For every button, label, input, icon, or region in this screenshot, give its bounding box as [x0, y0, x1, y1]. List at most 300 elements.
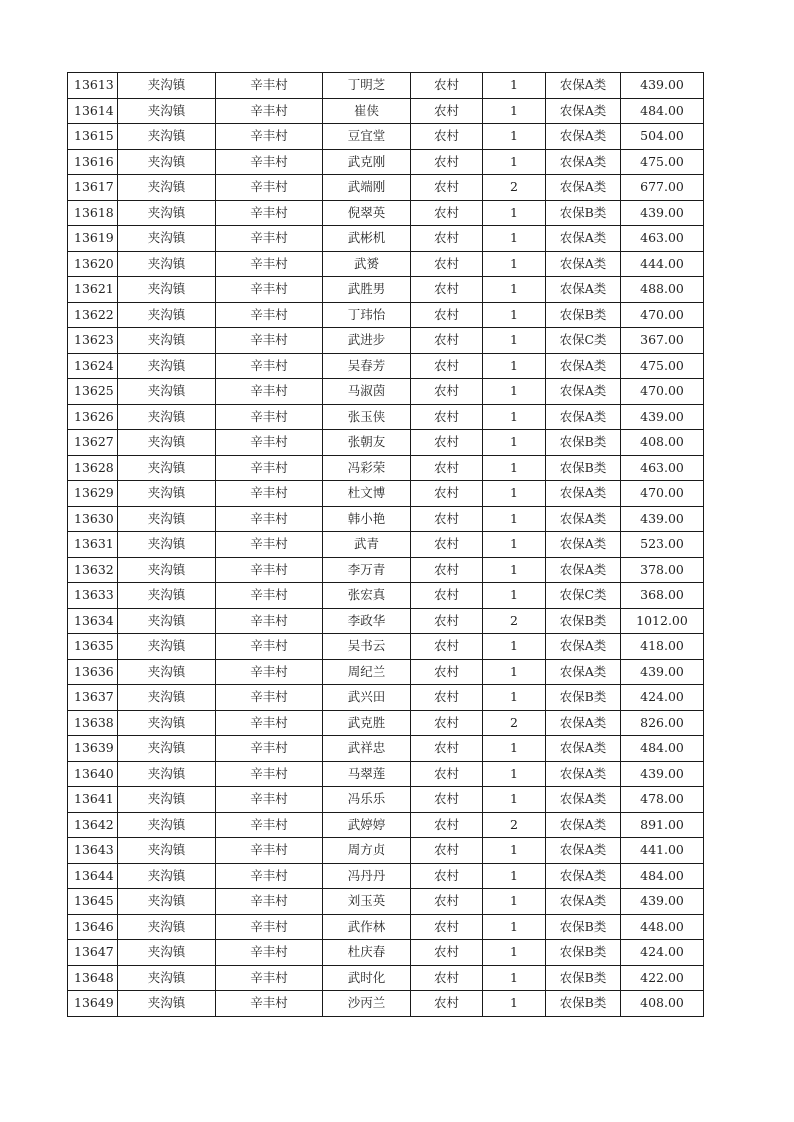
household-type-cell: 农村 — [411, 583, 483, 609]
insurance-category-cell: 农保A类 — [546, 659, 621, 685]
insurance-category-cell: 农保A类 — [546, 226, 621, 252]
member-count-cell: 1 — [483, 328, 546, 354]
village-cell: 辛丰村 — [216, 277, 323, 303]
town-cell: 夹沟镇 — [118, 991, 216, 1017]
amount-cell: 470.00 — [621, 302, 704, 328]
amount-cell: 367.00 — [621, 328, 704, 354]
household-type-cell: 农村 — [411, 659, 483, 685]
table-row — [68, 251, 704, 277]
amount-cell: 484.00 — [621, 98, 704, 124]
insurance-category-cell: 农保A类 — [546, 634, 621, 660]
household-type-cell: 农村 — [411, 430, 483, 456]
amount-cell: 523.00 — [621, 532, 704, 558]
village-cell: 辛丰村 — [216, 73, 323, 99]
village-cell: 辛丰村 — [216, 634, 323, 660]
amount-cell: 439.00 — [621, 73, 704, 99]
person-name-cell: 张宏真 — [323, 583, 411, 609]
village-cell: 辛丰村 — [216, 353, 323, 379]
household-type-cell: 农村 — [411, 965, 483, 991]
insurance-category-cell: 农保A类 — [546, 404, 621, 430]
amount-cell: 484.00 — [621, 863, 704, 889]
village-cell: 辛丰村 — [216, 175, 323, 201]
insurance-category-cell: 农保A类 — [546, 761, 621, 787]
insurance-category-cell: 农保B类 — [546, 965, 621, 991]
insurance-category-cell: 农保B类 — [546, 430, 621, 456]
table-row — [68, 98, 704, 124]
insurance-category-cell: 农保A类 — [546, 812, 621, 838]
table-row — [68, 328, 704, 354]
amount-cell: 422.00 — [621, 965, 704, 991]
member-count-cell: 1 — [483, 557, 546, 583]
town-cell: 夹沟镇 — [118, 685, 216, 711]
member-count-cell: 1 — [483, 532, 546, 558]
person-name-cell: 武时化 — [323, 965, 411, 991]
household-type-cell: 农村 — [411, 736, 483, 762]
person-name-cell: 李万青 — [323, 557, 411, 583]
household-type-cell: 农村 — [411, 302, 483, 328]
household-type-cell: 农村 — [411, 557, 483, 583]
table-row — [68, 200, 704, 226]
table-row — [68, 175, 704, 201]
insurance-category-cell: 农保B类 — [546, 302, 621, 328]
serial-number-cell: 13634 — [68, 608, 118, 634]
table-row — [68, 685, 704, 711]
village-cell: 辛丰村 — [216, 481, 323, 507]
table-row — [68, 863, 704, 889]
household-type-cell: 农村 — [411, 124, 483, 150]
amount-cell: 826.00 — [621, 710, 704, 736]
person-name-cell: 武婷婷 — [323, 812, 411, 838]
household-type-cell: 农村 — [411, 175, 483, 201]
member-count-cell: 2 — [483, 812, 546, 838]
amount-cell: 378.00 — [621, 557, 704, 583]
amount-cell: 439.00 — [621, 506, 704, 532]
household-type-cell: 农村 — [411, 889, 483, 915]
insurance-category-cell: 农保A类 — [546, 889, 621, 915]
person-name-cell: 武青 — [323, 532, 411, 558]
member-count-cell: 1 — [483, 430, 546, 456]
member-count-cell: 1 — [483, 149, 546, 175]
table-row — [68, 940, 704, 966]
table-row — [68, 149, 704, 175]
person-name-cell: 张朝友 — [323, 430, 411, 456]
village-cell: 辛丰村 — [216, 608, 323, 634]
member-count-cell: 1 — [483, 787, 546, 813]
person-name-cell: 张玉侠 — [323, 404, 411, 430]
table-row — [68, 302, 704, 328]
serial-number-cell: 13623 — [68, 328, 118, 354]
insurance-category-cell: 农保B类 — [546, 455, 621, 481]
serial-number-cell: 13615 — [68, 124, 118, 150]
table-row — [68, 634, 704, 660]
insurance-category-cell: 农保A类 — [546, 175, 621, 201]
insurance-category-cell: 农保A类 — [546, 557, 621, 583]
town-cell: 夹沟镇 — [118, 328, 216, 354]
table-row — [68, 277, 704, 303]
village-cell: 辛丰村 — [216, 889, 323, 915]
village-cell: 辛丰村 — [216, 787, 323, 813]
person-name-cell: 武端刚 — [323, 175, 411, 201]
insurance-category-cell: 农保B类 — [546, 940, 621, 966]
village-cell: 辛丰村 — [216, 940, 323, 966]
person-name-cell: 冯丹丹 — [323, 863, 411, 889]
household-type-cell: 农村 — [411, 200, 483, 226]
town-cell: 夹沟镇 — [118, 251, 216, 277]
table-row — [68, 965, 704, 991]
household-type-cell: 农村 — [411, 481, 483, 507]
town-cell: 夹沟镇 — [118, 940, 216, 966]
table-row — [68, 838, 704, 864]
household-type-cell: 农村 — [411, 506, 483, 532]
serial-number-cell: 13630 — [68, 506, 118, 532]
insurance-category-cell: 农保A类 — [546, 251, 621, 277]
household-type-cell: 农村 — [411, 404, 483, 430]
serial-number-cell: 13648 — [68, 965, 118, 991]
household-type-cell: 农村 — [411, 838, 483, 864]
household-type-cell: 农村 — [411, 991, 483, 1017]
serial-number-cell: 13643 — [68, 838, 118, 864]
member-count-cell: 1 — [483, 506, 546, 532]
serial-number-cell: 13642 — [68, 812, 118, 838]
member-count-cell: 1 — [483, 379, 546, 405]
table-row — [68, 73, 704, 99]
table-row — [68, 761, 704, 787]
person-name-cell: 杜庆春 — [323, 940, 411, 966]
member-count-cell: 1 — [483, 659, 546, 685]
serial-number-cell: 13631 — [68, 532, 118, 558]
household-type-cell: 农村 — [411, 226, 483, 252]
serial-number-cell: 13629 — [68, 481, 118, 507]
insurance-category-cell: 农保A类 — [546, 149, 621, 175]
amount-cell: 408.00 — [621, 430, 704, 456]
insurance-category-cell: 农保A类 — [546, 481, 621, 507]
member-count-cell: 1 — [483, 404, 546, 430]
table-row — [68, 787, 704, 813]
member-count-cell: 1 — [483, 991, 546, 1017]
person-name-cell: 李政华 — [323, 608, 411, 634]
insurance-category-cell: 农保A类 — [546, 710, 621, 736]
town-cell: 夹沟镇 — [118, 302, 216, 328]
member-count-cell: 2 — [483, 175, 546, 201]
amount-cell: 424.00 — [621, 940, 704, 966]
serial-number-cell: 13622 — [68, 302, 118, 328]
member-count-cell: 1 — [483, 761, 546, 787]
town-cell: 夹沟镇 — [118, 379, 216, 405]
village-cell: 辛丰村 — [216, 379, 323, 405]
serial-number-cell: 13626 — [68, 404, 118, 430]
table-row — [68, 430, 704, 456]
table-row — [68, 404, 704, 430]
amount-cell: 368.00 — [621, 583, 704, 609]
household-type-cell: 农村 — [411, 98, 483, 124]
town-cell: 夹沟镇 — [118, 277, 216, 303]
person-name-cell: 武克胜 — [323, 710, 411, 736]
insurance-category-cell: 农保B类 — [546, 991, 621, 1017]
village-cell: 辛丰村 — [216, 685, 323, 711]
town-cell: 夹沟镇 — [118, 608, 216, 634]
village-cell: 辛丰村 — [216, 506, 323, 532]
village-cell: 辛丰村 — [216, 863, 323, 889]
village-cell: 辛丰村 — [216, 991, 323, 1017]
insurance-category-cell: 农保C类 — [546, 583, 621, 609]
person-name-cell: 武兴田 — [323, 685, 411, 711]
serial-number-cell: 13616 — [68, 149, 118, 175]
household-type-cell: 农村 — [411, 863, 483, 889]
insurance-category-cell: 农保A类 — [546, 736, 621, 762]
household-type-cell: 农村 — [411, 532, 483, 558]
insurance-category-cell: 农保A类 — [546, 73, 621, 99]
serial-number-cell: 13638 — [68, 710, 118, 736]
serial-number-cell: 13613 — [68, 73, 118, 99]
town-cell: 夹沟镇 — [118, 532, 216, 558]
table-row — [68, 991, 704, 1017]
table-row — [68, 226, 704, 252]
subsidy-table — [67, 72, 704, 1017]
household-type-cell: 农村 — [411, 73, 483, 99]
serial-number-cell: 13637 — [68, 685, 118, 711]
member-count-cell: 1 — [483, 863, 546, 889]
household-type-cell: 农村 — [411, 787, 483, 813]
household-type-cell: 农村 — [411, 149, 483, 175]
table-row — [68, 353, 704, 379]
serial-number-cell: 13620 — [68, 251, 118, 277]
village-cell: 辛丰村 — [216, 200, 323, 226]
member-count-cell: 1 — [483, 251, 546, 277]
amount-cell: 439.00 — [621, 659, 704, 685]
town-cell: 夹沟镇 — [118, 200, 216, 226]
member-count-cell: 1 — [483, 455, 546, 481]
amount-cell: 448.00 — [621, 914, 704, 940]
amount-cell: 444.00 — [621, 251, 704, 277]
amount-cell: 418.00 — [621, 634, 704, 660]
person-name-cell: 丁玮怡 — [323, 302, 411, 328]
insurance-category-cell: 农保A类 — [546, 506, 621, 532]
person-name-cell: 沙丙兰 — [323, 991, 411, 1017]
serial-number-cell: 13632 — [68, 557, 118, 583]
household-type-cell: 农村 — [411, 812, 483, 838]
insurance-category-cell: 农保C类 — [546, 328, 621, 354]
village-cell: 辛丰村 — [216, 812, 323, 838]
amount-cell: 478.00 — [621, 787, 704, 813]
person-name-cell: 倪翠英 — [323, 200, 411, 226]
village-cell: 辛丰村 — [216, 965, 323, 991]
town-cell: 夹沟镇 — [118, 353, 216, 379]
amount-cell: 475.00 — [621, 353, 704, 379]
serial-number-cell: 13647 — [68, 940, 118, 966]
household-type-cell: 农村 — [411, 761, 483, 787]
serial-number-cell: 13624 — [68, 353, 118, 379]
village-cell: 辛丰村 — [216, 914, 323, 940]
table-row — [68, 583, 704, 609]
serial-number-cell: 13627 — [68, 430, 118, 456]
member-count-cell: 1 — [483, 353, 546, 379]
member-count-cell: 1 — [483, 914, 546, 940]
town-cell: 夹沟镇 — [118, 506, 216, 532]
amount-cell: 439.00 — [621, 761, 704, 787]
village-cell: 辛丰村 — [216, 124, 323, 150]
town-cell: 夹沟镇 — [118, 404, 216, 430]
town-cell: 夹沟镇 — [118, 965, 216, 991]
person-name-cell: 豆宜堂 — [323, 124, 411, 150]
village-cell: 辛丰村 — [216, 404, 323, 430]
household-type-cell: 农村 — [411, 940, 483, 966]
member-count-cell: 1 — [483, 73, 546, 99]
table-row — [68, 659, 704, 685]
insurance-category-cell: 农保A类 — [546, 532, 621, 558]
amount-cell: 424.00 — [621, 685, 704, 711]
insurance-category-cell: 农保A类 — [546, 863, 621, 889]
member-count-cell: 1 — [483, 685, 546, 711]
person-name-cell: 崔侠 — [323, 98, 411, 124]
household-type-cell: 农村 — [411, 328, 483, 354]
household-type-cell: 农村 — [411, 251, 483, 277]
village-cell: 辛丰村 — [216, 251, 323, 277]
person-name-cell: 杜文博 — [323, 481, 411, 507]
village-cell: 辛丰村 — [216, 302, 323, 328]
serial-number-cell: 13646 — [68, 914, 118, 940]
person-name-cell: 武胜男 — [323, 277, 411, 303]
table-row — [68, 889, 704, 915]
serial-number-cell: 13635 — [68, 634, 118, 660]
member-count-cell: 1 — [483, 98, 546, 124]
serial-number-cell: 13641 — [68, 787, 118, 813]
amount-cell: 475.00 — [621, 149, 704, 175]
member-count-cell: 1 — [483, 302, 546, 328]
person-name-cell: 冯乐乐 — [323, 787, 411, 813]
household-type-cell: 农村 — [411, 455, 483, 481]
table-row — [68, 914, 704, 940]
person-name-cell: 丁明芝 — [323, 73, 411, 99]
serial-number-cell: 13645 — [68, 889, 118, 915]
member-count-cell: 1 — [483, 124, 546, 150]
household-type-cell: 农村 — [411, 914, 483, 940]
table-row — [68, 557, 704, 583]
member-count-cell: 1 — [483, 226, 546, 252]
insurance-category-cell: 农保A类 — [546, 379, 621, 405]
insurance-category-cell: 农保A类 — [546, 353, 621, 379]
member-count-cell: 1 — [483, 940, 546, 966]
table-row — [68, 481, 704, 507]
insurance-category-cell: 农保A类 — [546, 838, 621, 864]
person-name-cell: 冯彩荣 — [323, 455, 411, 481]
amount-cell: 463.00 — [621, 226, 704, 252]
town-cell: 夹沟镇 — [118, 98, 216, 124]
town-cell: 夹沟镇 — [118, 124, 216, 150]
town-cell: 夹沟镇 — [118, 659, 216, 685]
table-row — [68, 124, 704, 150]
insurance-category-cell: 农保A类 — [546, 277, 621, 303]
serial-number-cell: 13618 — [68, 200, 118, 226]
member-count-cell: 1 — [483, 736, 546, 762]
person-name-cell: 武进步 — [323, 328, 411, 354]
member-count-cell: 1 — [483, 277, 546, 303]
person-name-cell: 武克刚 — [323, 149, 411, 175]
person-name-cell: 武赟 — [323, 251, 411, 277]
person-name-cell: 刘玉英 — [323, 889, 411, 915]
person-name-cell: 马淑茵 — [323, 379, 411, 405]
serial-number-cell: 13644 — [68, 863, 118, 889]
town-cell: 夹沟镇 — [118, 838, 216, 864]
table-row — [68, 812, 704, 838]
table-body — [68, 73, 704, 1017]
village-cell: 辛丰村 — [216, 328, 323, 354]
village-cell: 辛丰村 — [216, 583, 323, 609]
town-cell: 夹沟镇 — [118, 226, 216, 252]
town-cell: 夹沟镇 — [118, 455, 216, 481]
amount-cell: 484.00 — [621, 736, 704, 762]
amount-cell: 470.00 — [621, 379, 704, 405]
amount-cell: 463.00 — [621, 455, 704, 481]
town-cell: 夹沟镇 — [118, 430, 216, 456]
person-name-cell: 周方贞 — [323, 838, 411, 864]
insurance-category-cell: 农保B类 — [546, 685, 621, 711]
amount-cell: 439.00 — [621, 200, 704, 226]
member-count-cell: 1 — [483, 889, 546, 915]
village-cell: 辛丰村 — [216, 838, 323, 864]
serial-number-cell: 13617 — [68, 175, 118, 201]
member-count-cell: 1 — [483, 481, 546, 507]
household-type-cell: 农村 — [411, 710, 483, 736]
member-count-cell: 2 — [483, 608, 546, 634]
insurance-category-cell: 农保B类 — [546, 608, 621, 634]
town-cell: 夹沟镇 — [118, 149, 216, 175]
table-row — [68, 506, 704, 532]
serial-number-cell: 13628 — [68, 455, 118, 481]
serial-number-cell: 13621 — [68, 277, 118, 303]
village-cell: 辛丰村 — [216, 710, 323, 736]
person-name-cell: 吴书云 — [323, 634, 411, 660]
table-row — [68, 710, 704, 736]
member-count-cell: 1 — [483, 634, 546, 660]
town-cell: 夹沟镇 — [118, 889, 216, 915]
household-type-cell: 农村 — [411, 277, 483, 303]
household-type-cell: 农村 — [411, 353, 483, 379]
village-cell: 辛丰村 — [216, 455, 323, 481]
table-row — [68, 532, 704, 558]
member-count-cell: 1 — [483, 200, 546, 226]
town-cell: 夹沟镇 — [118, 175, 216, 201]
member-count-cell: 1 — [483, 838, 546, 864]
household-type-cell: 农村 — [411, 685, 483, 711]
town-cell: 夹沟镇 — [118, 634, 216, 660]
town-cell: 夹沟镇 — [118, 710, 216, 736]
amount-cell: 441.00 — [621, 838, 704, 864]
village-cell: 辛丰村 — [216, 149, 323, 175]
person-name-cell: 马翠莲 — [323, 761, 411, 787]
town-cell: 夹沟镇 — [118, 481, 216, 507]
person-name-cell: 武作林 — [323, 914, 411, 940]
town-cell: 夹沟镇 — [118, 761, 216, 787]
household-type-cell: 农村 — [411, 608, 483, 634]
amount-cell: 891.00 — [621, 812, 704, 838]
village-cell: 辛丰村 — [216, 226, 323, 252]
village-cell: 辛丰村 — [216, 98, 323, 124]
serial-number-cell: 13633 — [68, 583, 118, 609]
town-cell: 夹沟镇 — [118, 787, 216, 813]
amount-cell: 439.00 — [621, 404, 704, 430]
serial-number-cell: 13639 — [68, 736, 118, 762]
insurance-category-cell: 农保A类 — [546, 98, 621, 124]
town-cell: 夹沟镇 — [118, 73, 216, 99]
amount-cell: 504.00 — [621, 124, 704, 150]
insurance-category-cell: 农保A类 — [546, 124, 621, 150]
town-cell: 夹沟镇 — [118, 863, 216, 889]
village-cell: 辛丰村 — [216, 659, 323, 685]
table-row — [68, 736, 704, 762]
town-cell: 夹沟镇 — [118, 583, 216, 609]
town-cell: 夹沟镇 — [118, 736, 216, 762]
household-type-cell: 农村 — [411, 634, 483, 660]
